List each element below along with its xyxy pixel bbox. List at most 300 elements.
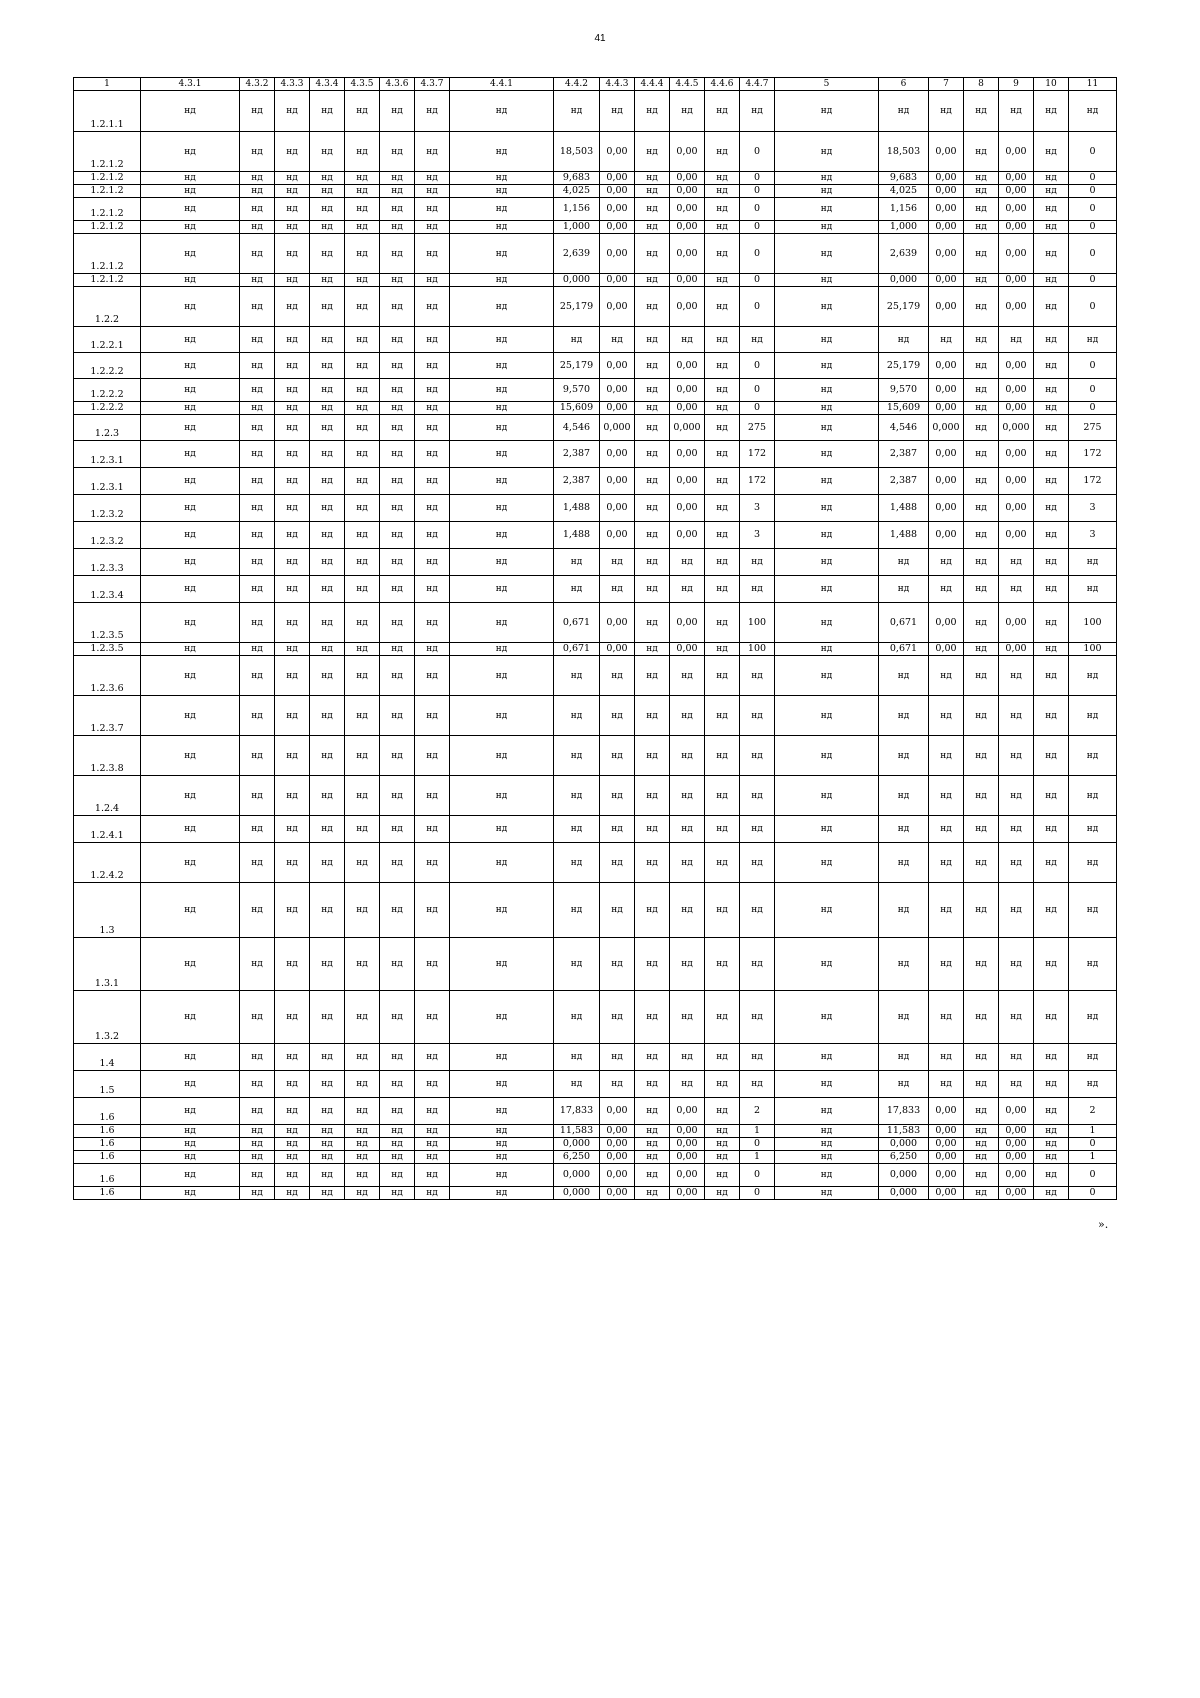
table-cell: нд bbox=[740, 327, 775, 353]
table-cell: нд bbox=[775, 172, 879, 185]
table-cell: 275 bbox=[740, 415, 775, 441]
table-cell: 17,833 bbox=[554, 1098, 600, 1125]
row-code-cell: 1.2.3.7 bbox=[74, 696, 141, 736]
table-cell: нд bbox=[415, 991, 450, 1044]
table-row bbox=[74, 816, 1117, 843]
table-cell: нд bbox=[141, 132, 240, 172]
table-cell: нд bbox=[1034, 185, 1069, 198]
table-cell: нд bbox=[705, 234, 740, 274]
table-row bbox=[74, 198, 1117, 221]
table-cell: нд bbox=[775, 549, 879, 576]
table-cell: нд bbox=[775, 353, 879, 379]
table-cell: нд bbox=[929, 843, 964, 883]
table-cell: нд bbox=[705, 938, 740, 991]
table-cell: нд bbox=[380, 353, 415, 379]
table-cell: нд bbox=[240, 221, 275, 234]
table-cell: нд bbox=[600, 1044, 635, 1071]
table-row bbox=[74, 91, 1117, 132]
table-cell: 0,00 bbox=[999, 287, 1034, 327]
table-cell: нд bbox=[1069, 1071, 1117, 1098]
table-cell: 0 bbox=[1069, 274, 1117, 287]
table-cell: нд bbox=[275, 1151, 310, 1164]
table-cell: нд bbox=[999, 883, 1034, 938]
table-cell: 25,179 bbox=[879, 287, 929, 327]
table-cell: нд bbox=[554, 549, 600, 576]
table-row bbox=[74, 1187, 1117, 1200]
table-cell: 0,00 bbox=[670, 1138, 705, 1151]
column-header: 1 bbox=[74, 78, 141, 91]
table-row bbox=[74, 603, 1117, 643]
table-cell: нд bbox=[415, 883, 450, 938]
table-cell: нд bbox=[380, 441, 415, 468]
table-cell: нд bbox=[929, 576, 964, 603]
table-cell: нд bbox=[310, 132, 345, 172]
table-cell: 0 bbox=[1069, 172, 1117, 185]
table-cell: нд bbox=[450, 1125, 554, 1138]
table-cell: нд bbox=[740, 938, 775, 991]
table-cell: нд bbox=[240, 468, 275, 495]
table-cell: нд bbox=[964, 656, 999, 696]
table-cell: нд bbox=[141, 522, 240, 549]
table-cell: нд bbox=[141, 402, 240, 415]
table-cell: 0 bbox=[740, 172, 775, 185]
table-cell: нд bbox=[1034, 234, 1069, 274]
table-cell: нд bbox=[879, 576, 929, 603]
table-cell: 0,00 bbox=[999, 468, 1034, 495]
table-cell: нд bbox=[415, 415, 450, 441]
table-cell: 172 bbox=[1069, 468, 1117, 495]
table-cell: нд bbox=[380, 91, 415, 132]
column-header: 7 bbox=[929, 78, 964, 91]
table-cell: 1 bbox=[740, 1125, 775, 1138]
table-cell: нд bbox=[275, 441, 310, 468]
table-cell: нд bbox=[705, 327, 740, 353]
table-cell: нд bbox=[380, 938, 415, 991]
table-cell: нд bbox=[635, 1187, 670, 1200]
table-cell: нд bbox=[450, 1151, 554, 1164]
table-cell: нд bbox=[380, 643, 415, 656]
table-cell: нд bbox=[345, 1187, 380, 1200]
table-cell: 0 bbox=[740, 1164, 775, 1187]
table-cell: 1,488 bbox=[879, 522, 929, 549]
row-code-cell: 1.2.4.1 bbox=[74, 816, 141, 843]
table-cell: нд bbox=[1069, 816, 1117, 843]
table-cell: нд bbox=[740, 843, 775, 883]
table-cell: нд bbox=[450, 656, 554, 696]
table-cell: нд bbox=[635, 379, 670, 402]
table-cell: нд bbox=[415, 1044, 450, 1071]
table-cell: нд bbox=[740, 1044, 775, 1071]
table-cell: нд bbox=[964, 185, 999, 198]
table-cell: нд bbox=[141, 1098, 240, 1125]
table-cell: нд bbox=[775, 221, 879, 234]
table-row bbox=[74, 132, 1117, 172]
table-cell: нд bbox=[705, 1138, 740, 1151]
table-cell: нд bbox=[275, 353, 310, 379]
table-cell: нд bbox=[635, 576, 670, 603]
table-cell: 1 bbox=[740, 1151, 775, 1164]
table-cell: нд bbox=[964, 843, 999, 883]
table-cell: нд bbox=[554, 327, 600, 353]
column-header: 4.3.5 bbox=[345, 78, 380, 91]
table-cell: нд bbox=[705, 522, 740, 549]
table-cell: нд bbox=[775, 327, 879, 353]
table-cell: нд bbox=[705, 287, 740, 327]
table-cell: 1,000 bbox=[879, 221, 929, 234]
table-cell: 0,000 bbox=[600, 415, 635, 441]
table-cell: нд bbox=[141, 185, 240, 198]
table-cell: 0,671 bbox=[879, 643, 929, 656]
table-cell: нд bbox=[141, 274, 240, 287]
table-cell: нд bbox=[450, 221, 554, 234]
table-cell: нд bbox=[141, 468, 240, 495]
table-cell: нд bbox=[964, 883, 999, 938]
table-row bbox=[74, 468, 1117, 495]
table-cell: нд bbox=[345, 198, 380, 221]
row-code-cell: 1.2.1.2 bbox=[74, 274, 141, 287]
table-cell: нд bbox=[775, 816, 879, 843]
table-cell: нд bbox=[141, 1164, 240, 1187]
table-cell: нд bbox=[740, 776, 775, 816]
table-cell: нд bbox=[1034, 91, 1069, 132]
table-cell: нд bbox=[450, 132, 554, 172]
table-cell: нд bbox=[929, 1071, 964, 1098]
table-cell: нд bbox=[415, 468, 450, 495]
table-cell: нд bbox=[1069, 549, 1117, 576]
table-cell: нд bbox=[141, 379, 240, 402]
table-cell: нд bbox=[275, 1044, 310, 1071]
table-cell: нд bbox=[600, 843, 635, 883]
table-cell: нд bbox=[415, 1138, 450, 1151]
table-cell: нд bbox=[345, 221, 380, 234]
table-cell: 0 bbox=[1069, 132, 1117, 172]
page-number: 41 bbox=[594, 33, 606, 44]
table-cell: 0,00 bbox=[929, 468, 964, 495]
table-cell: нд bbox=[600, 883, 635, 938]
table-cell: 2,387 bbox=[554, 468, 600, 495]
table-cell: нд bbox=[345, 1151, 380, 1164]
table-cell: нд bbox=[450, 274, 554, 287]
table-cell: нд bbox=[775, 603, 879, 643]
table-cell: нд bbox=[635, 287, 670, 327]
table-cell: нд bbox=[415, 816, 450, 843]
table-cell: нд bbox=[240, 843, 275, 883]
table-cell: 0,00 bbox=[600, 353, 635, 379]
table-cell: 0,00 bbox=[670, 132, 705, 172]
table-cell: 9,570 bbox=[879, 379, 929, 402]
table-cell: нд bbox=[1069, 843, 1117, 883]
table-cell: нд bbox=[310, 495, 345, 522]
table-cell: нд bbox=[705, 132, 740, 172]
table-row bbox=[74, 1098, 1117, 1125]
table-cell: нд bbox=[240, 495, 275, 522]
table-cell: нд bbox=[450, 938, 554, 991]
table-cell: нд bbox=[345, 132, 380, 172]
table-cell: нд bbox=[1034, 522, 1069, 549]
table-cell: нд bbox=[775, 185, 879, 198]
table-cell: нд bbox=[999, 91, 1034, 132]
table-cell: нд bbox=[310, 402, 345, 415]
table-cell: нд bbox=[415, 1071, 450, 1098]
table-cell: нд bbox=[415, 656, 450, 696]
table-cell: нд bbox=[775, 1138, 879, 1151]
table-cell: нд bbox=[1034, 221, 1069, 234]
table-cell: нд bbox=[345, 938, 380, 991]
table-cell: нд bbox=[705, 415, 740, 441]
table-cell: нд bbox=[275, 327, 310, 353]
table-cell: 3 bbox=[1069, 495, 1117, 522]
table-cell: нд bbox=[380, 287, 415, 327]
table-cell: нд bbox=[141, 776, 240, 816]
table-cell: нд bbox=[670, 843, 705, 883]
table-cell: нд bbox=[600, 696, 635, 736]
table-cell: 25,179 bbox=[554, 287, 600, 327]
table-cell: 0,00 bbox=[999, 402, 1034, 415]
table-cell: нд bbox=[964, 198, 999, 221]
table-cell: нд bbox=[310, 91, 345, 132]
table-cell: нд bbox=[380, 776, 415, 816]
table-cell: нд bbox=[345, 816, 380, 843]
table-cell: нд bbox=[240, 1151, 275, 1164]
table-cell: 0,00 bbox=[999, 379, 1034, 402]
table-cell: 0,00 bbox=[670, 1164, 705, 1187]
table-cell: 0,00 bbox=[670, 495, 705, 522]
row-code-cell: 1.6 bbox=[74, 1125, 141, 1138]
table-cell: нд bbox=[450, 353, 554, 379]
table-cell: нд bbox=[775, 495, 879, 522]
table-cell: нд bbox=[141, 1151, 240, 1164]
closing-mark: ». bbox=[1098, 1218, 1109, 1231]
column-header: 4.3.4 bbox=[310, 78, 345, 91]
table-row bbox=[74, 1125, 1117, 1138]
row-code-cell: 1.2.1.2 bbox=[74, 234, 141, 274]
row-code-cell: 1.2.1.2 bbox=[74, 132, 141, 172]
table-cell: нд bbox=[450, 776, 554, 816]
table-cell: нд bbox=[929, 696, 964, 736]
table-cell: нд bbox=[275, 132, 310, 172]
table-cell: нд bbox=[635, 1098, 670, 1125]
table-cell: нд bbox=[964, 91, 999, 132]
table-cell: нд bbox=[964, 549, 999, 576]
table-cell: нд bbox=[999, 656, 1034, 696]
table-cell: нд bbox=[775, 643, 879, 656]
table-cell: нд bbox=[879, 816, 929, 843]
table-cell: нд bbox=[240, 603, 275, 643]
table-cell: нд bbox=[775, 991, 879, 1044]
table-cell: нд bbox=[275, 1164, 310, 1187]
table-cell: нд bbox=[275, 1098, 310, 1125]
table-cell: нд bbox=[310, 198, 345, 221]
table-cell: нд bbox=[141, 736, 240, 776]
table-cell: нд bbox=[929, 816, 964, 843]
table-cell: нд bbox=[999, 576, 1034, 603]
table-row bbox=[74, 185, 1117, 198]
table-cell: нд bbox=[240, 522, 275, 549]
table-cell: нд bbox=[879, 656, 929, 696]
column-header: 4.3.3 bbox=[275, 78, 310, 91]
table-cell: 0,00 bbox=[670, 274, 705, 287]
table-cell: нд bbox=[380, 549, 415, 576]
table-cell: нд bbox=[275, 843, 310, 883]
table-cell: нд bbox=[964, 379, 999, 402]
table-cell: нд bbox=[1069, 327, 1117, 353]
table-cell: 0 bbox=[1069, 198, 1117, 221]
table-cell: 1,156 bbox=[554, 198, 600, 221]
row-code-cell: 1.2.3.1 bbox=[74, 468, 141, 495]
table-cell: 0 bbox=[740, 185, 775, 198]
table-cell: нд bbox=[380, 816, 415, 843]
table-cell: нд bbox=[380, 1164, 415, 1187]
table-cell: 2 bbox=[740, 1098, 775, 1125]
column-header: 4.3.6 bbox=[380, 78, 415, 91]
table-cell: нд bbox=[275, 379, 310, 402]
table-cell: нд bbox=[240, 353, 275, 379]
table-cell: 0 bbox=[1069, 1164, 1117, 1187]
row-code-cell: 1.2.1.2 bbox=[74, 198, 141, 221]
table-cell: нд bbox=[964, 816, 999, 843]
table-cell: нд bbox=[1034, 415, 1069, 441]
table-cell: нд bbox=[999, 327, 1034, 353]
table-cell: нд bbox=[964, 643, 999, 656]
table-cell: нд bbox=[240, 991, 275, 1044]
table-cell: 0,00 bbox=[670, 603, 705, 643]
table-cell: нд bbox=[450, 495, 554, 522]
table-cell: 0,00 bbox=[600, 643, 635, 656]
table-cell: нд bbox=[450, 522, 554, 549]
table-cell: нд bbox=[600, 991, 635, 1044]
table-cell: нд bbox=[775, 1151, 879, 1164]
table-cell: нд bbox=[240, 736, 275, 776]
table-cell: нд bbox=[554, 883, 600, 938]
table-cell: 100 bbox=[1069, 603, 1117, 643]
table-cell: нд bbox=[1034, 736, 1069, 776]
table-cell: нд bbox=[380, 843, 415, 883]
table-cell: нд bbox=[415, 274, 450, 287]
table-cell: 0,00 bbox=[600, 603, 635, 643]
table-cell: нд bbox=[554, 696, 600, 736]
table-cell: нд bbox=[310, 549, 345, 576]
table-cell: нд bbox=[775, 91, 879, 132]
table-cell: нд bbox=[635, 522, 670, 549]
table-row bbox=[74, 736, 1117, 776]
table-cell: нд bbox=[964, 402, 999, 415]
table-cell: 0 bbox=[740, 1138, 775, 1151]
table-cell: нд bbox=[1034, 816, 1069, 843]
table-cell: нд bbox=[1034, 274, 1069, 287]
table-cell: нд bbox=[345, 441, 380, 468]
table-cell: 2,639 bbox=[554, 234, 600, 274]
table-cell: нд bbox=[450, 402, 554, 415]
table-cell: нд bbox=[345, 1164, 380, 1187]
column-header: 6 bbox=[879, 78, 929, 91]
table-cell: нд bbox=[450, 198, 554, 221]
table-cell: нд bbox=[275, 1071, 310, 1098]
table-cell: нд bbox=[964, 1151, 999, 1164]
table-cell: нд bbox=[380, 468, 415, 495]
table-cell: 0,00 bbox=[600, 1125, 635, 1138]
table-row bbox=[74, 1164, 1117, 1187]
table-cell: 9,570 bbox=[554, 379, 600, 402]
table-cell: нд bbox=[705, 549, 740, 576]
table-cell: нд bbox=[415, 495, 450, 522]
table-row bbox=[74, 441, 1117, 468]
table-cell: 0,00 bbox=[929, 132, 964, 172]
table-cell: нд bbox=[345, 353, 380, 379]
table-cell: нд bbox=[1034, 603, 1069, 643]
table-cell: нд bbox=[775, 1098, 879, 1125]
table-cell: нд bbox=[1034, 776, 1069, 816]
table-cell: 0,000 bbox=[554, 1138, 600, 1151]
column-header: 9 bbox=[999, 78, 1034, 91]
table-cell: нд bbox=[964, 221, 999, 234]
table-cell: нд bbox=[380, 221, 415, 234]
table-cell: нд bbox=[141, 696, 240, 736]
table-cell: нд bbox=[705, 274, 740, 287]
table-cell: 0,00 bbox=[670, 1151, 705, 1164]
table-cell: 0,00 bbox=[670, 198, 705, 221]
table-cell: нд bbox=[705, 172, 740, 185]
table-cell: 0,00 bbox=[600, 172, 635, 185]
table-cell: нд bbox=[964, 274, 999, 287]
table-cell: 25,179 bbox=[554, 353, 600, 379]
table-cell: 1 bbox=[1069, 1151, 1117, 1164]
table-cell: 100 bbox=[740, 643, 775, 656]
table-cell: нд bbox=[879, 776, 929, 816]
table-cell: нд bbox=[275, 643, 310, 656]
table-row bbox=[74, 1044, 1117, 1071]
table-cell: нд bbox=[240, 576, 275, 603]
column-header: 10 bbox=[1034, 78, 1069, 91]
table-cell: нд bbox=[380, 402, 415, 415]
table-cell: нд bbox=[635, 495, 670, 522]
table-cell: нд bbox=[554, 1044, 600, 1071]
table-cell: нд bbox=[964, 991, 999, 1044]
table-cell: нд bbox=[775, 1187, 879, 1200]
table-cell: нд bbox=[554, 736, 600, 776]
table-cell: нд bbox=[415, 1164, 450, 1187]
table-cell: нд bbox=[929, 736, 964, 776]
table-cell: нд bbox=[450, 576, 554, 603]
table-row bbox=[74, 776, 1117, 816]
table-cell: 0,00 bbox=[600, 1187, 635, 1200]
table-cell: 0,00 bbox=[600, 402, 635, 415]
table-cell: 11,583 bbox=[554, 1125, 600, 1138]
table-cell: нд bbox=[310, 468, 345, 495]
table-cell: 0,00 bbox=[600, 522, 635, 549]
table-cell: нд bbox=[554, 816, 600, 843]
table-cell: нд bbox=[999, 1044, 1034, 1071]
table-cell: нд bbox=[310, 274, 345, 287]
table-cell: 0 bbox=[740, 132, 775, 172]
table-cell: нд bbox=[705, 576, 740, 603]
table-cell: нд bbox=[275, 696, 310, 736]
table-cell: нд bbox=[310, 221, 345, 234]
table-cell: нд bbox=[380, 1151, 415, 1164]
table-cell: нд bbox=[310, 353, 345, 379]
table-cell: нд bbox=[964, 234, 999, 274]
row-code-cell: 1.4 bbox=[74, 1044, 141, 1071]
table-cell: 0,00 bbox=[600, 1138, 635, 1151]
table-cell: нд bbox=[705, 656, 740, 696]
table-cell: нд bbox=[415, 221, 450, 234]
table-cell: 0,00 bbox=[600, 379, 635, 402]
table-cell: нд bbox=[1069, 883, 1117, 938]
table-cell: нд bbox=[554, 991, 600, 1044]
table-cell: нд bbox=[141, 883, 240, 938]
table-cell: нд bbox=[705, 1044, 740, 1071]
table-cell: 18,503 bbox=[554, 132, 600, 172]
table-cell: 0,671 bbox=[879, 603, 929, 643]
